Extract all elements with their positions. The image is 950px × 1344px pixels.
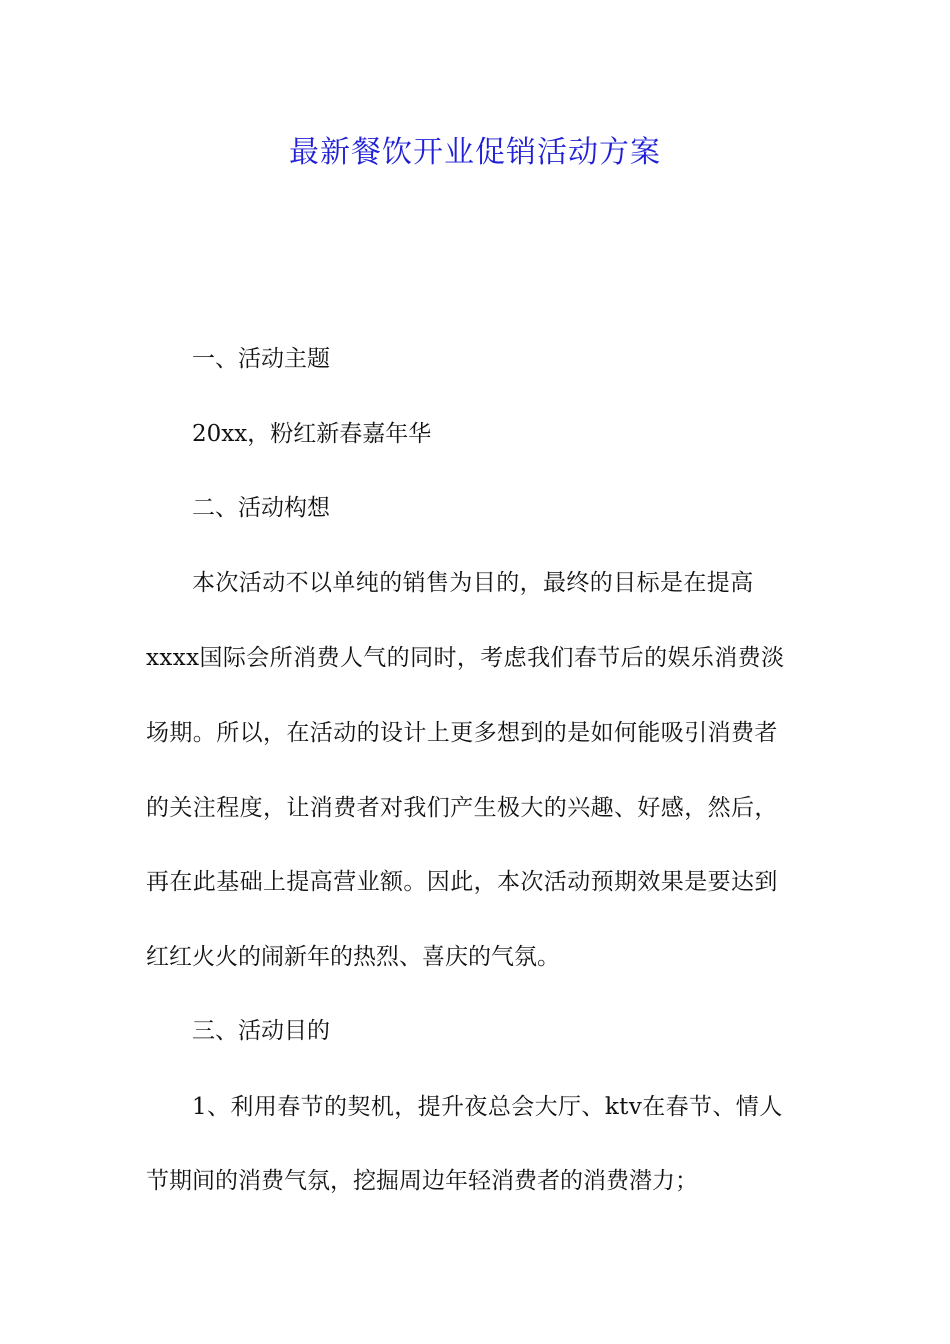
list-item-line: 1、利用春节的契机，提升夜总会大厅、ktv在春节、情人 <box>192 1094 783 1120</box>
paragraph-line: xxxx国际会所消费人气的同时，考虑我们春节后的娱乐消费淡 <box>146 645 785 671</box>
paragraph-line: 再在此基础上提高营业额。因此，本次活动预期效果是要达到 <box>146 869 778 895</box>
paragraph-line: 红红火火的闹新年的热烈、喜庆的气氛。 <box>146 944 560 970</box>
paragraph-line: 的关注程度，让消费者对我们产生极大的兴趣、好感，然后， <box>146 795 778 821</box>
section-heading-theme: 一、活动主题 <box>192 346 330 372</box>
paragraph-line: 场期。所以，在活动的设计上更多想到的是如何能吸引消费者 <box>146 720 778 746</box>
theme-text: 20xx，粉红新春嘉年华 <box>192 421 432 447</box>
section-heading-purpose: 三、活动目的 <box>192 1018 330 1044</box>
paragraph-line: 本次活动不以单纯的销售为目的，最终的目标是在提高 <box>192 570 754 596</box>
section-heading-concept: 二、活动构想 <box>192 495 330 521</box>
document-title: 最新餐饮开业促销活动方案 <box>289 135 661 170</box>
list-item-line: 节期间的消费气氛，挖掘周边年轻消费者的消费潜力； <box>146 1168 698 1194</box>
